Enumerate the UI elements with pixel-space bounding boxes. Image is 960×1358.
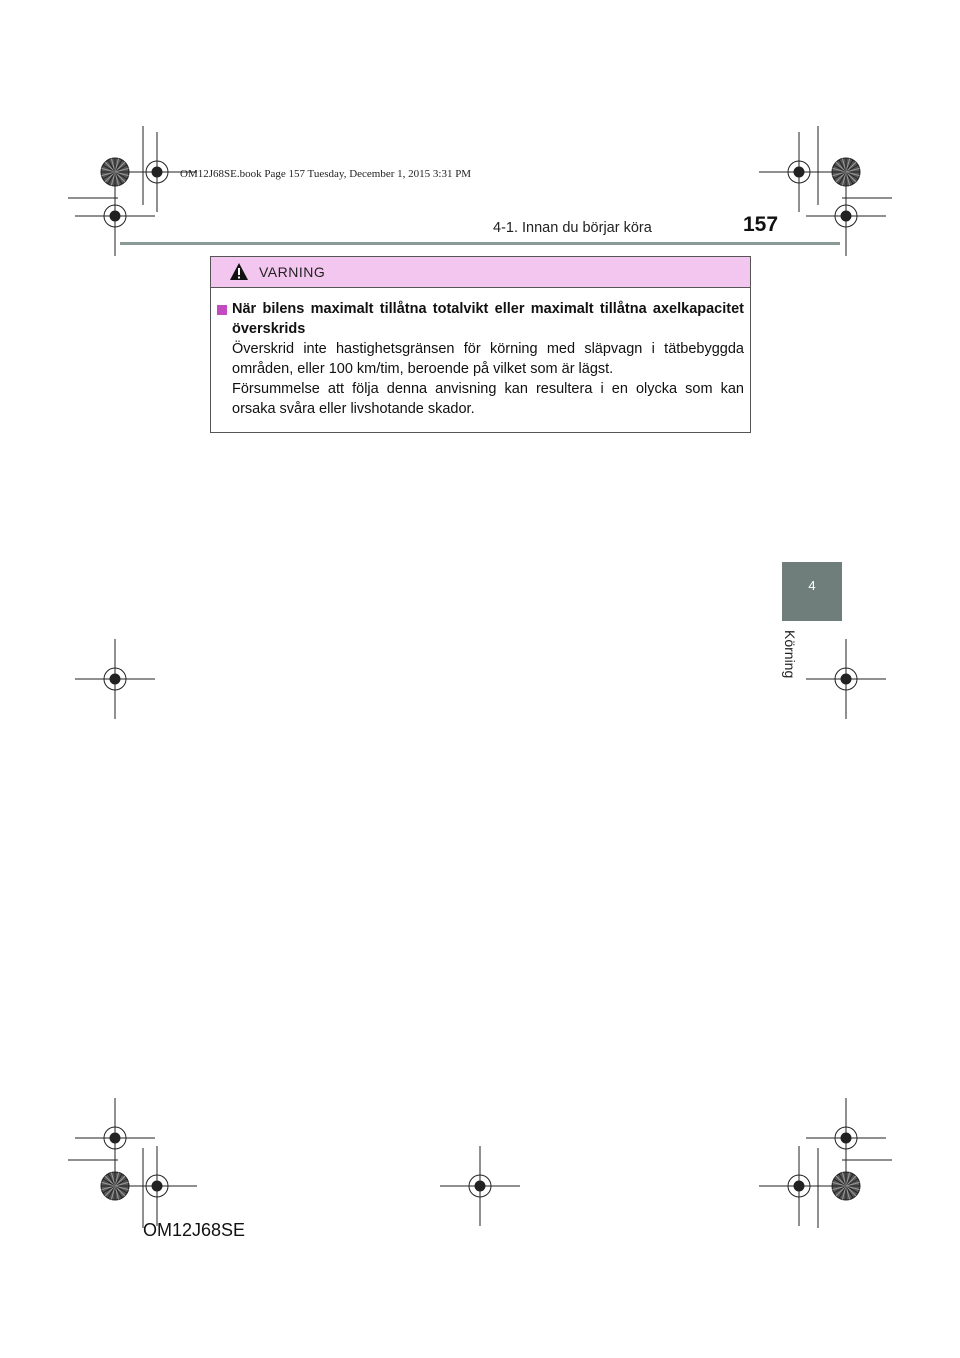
crosshair-mark (440, 1146, 520, 1226)
page-number: 157 (743, 213, 779, 236)
spoke-circle-mark (101, 1172, 129, 1200)
warning-paragraph: Överskrid inte hastighetsgränsen för körning med släpvagn i tätbebyggda områden, eller 100 km/tim, beroende på vilket som är lägst. (232, 341, 744, 377)
warning-box (210, 256, 751, 433)
crosshair-mark (759, 132, 839, 212)
spoke-circle-mark (832, 1172, 860, 1200)
spoke-circle-mark (832, 158, 860, 186)
warning-triangle-icon (229, 262, 249, 281)
chapter-number: 4 (808, 578, 816, 593)
crosshair-mark (75, 639, 155, 719)
chapter-name-label: Körning (782, 630, 798, 679)
spoke-circle-mark (101, 158, 129, 186)
footer-code: OM12J68SE (143, 1220, 246, 1240)
book-stamp: OM12J68SE.book Page 157 Tuesday, December 1, 2015 3:31 PM (180, 168, 472, 180)
section-title: 4-1. Innan du börjar köra (493, 220, 652, 236)
warning-label: VARNING (259, 264, 326, 280)
chapter-tab (782, 562, 842, 621)
warning-header (211, 257, 750, 288)
crosshair-mark (759, 1146, 839, 1226)
header-rule (120, 242, 840, 245)
crosshair-mark (806, 639, 886, 719)
warning-bullet-icon (217, 305, 227, 315)
chapter-name (772, 630, 814, 690)
warning-paragraph: Försummelse att följa denna anvisning kan resultera i en olycka som kan orsaka svåra eller livshotande skador. (232, 381, 744, 417)
warning-heading: När bilens maximalt tillåtna totalvikt eller maximalt tillåtna axelkapacitet överskrids (232, 301, 744, 337)
